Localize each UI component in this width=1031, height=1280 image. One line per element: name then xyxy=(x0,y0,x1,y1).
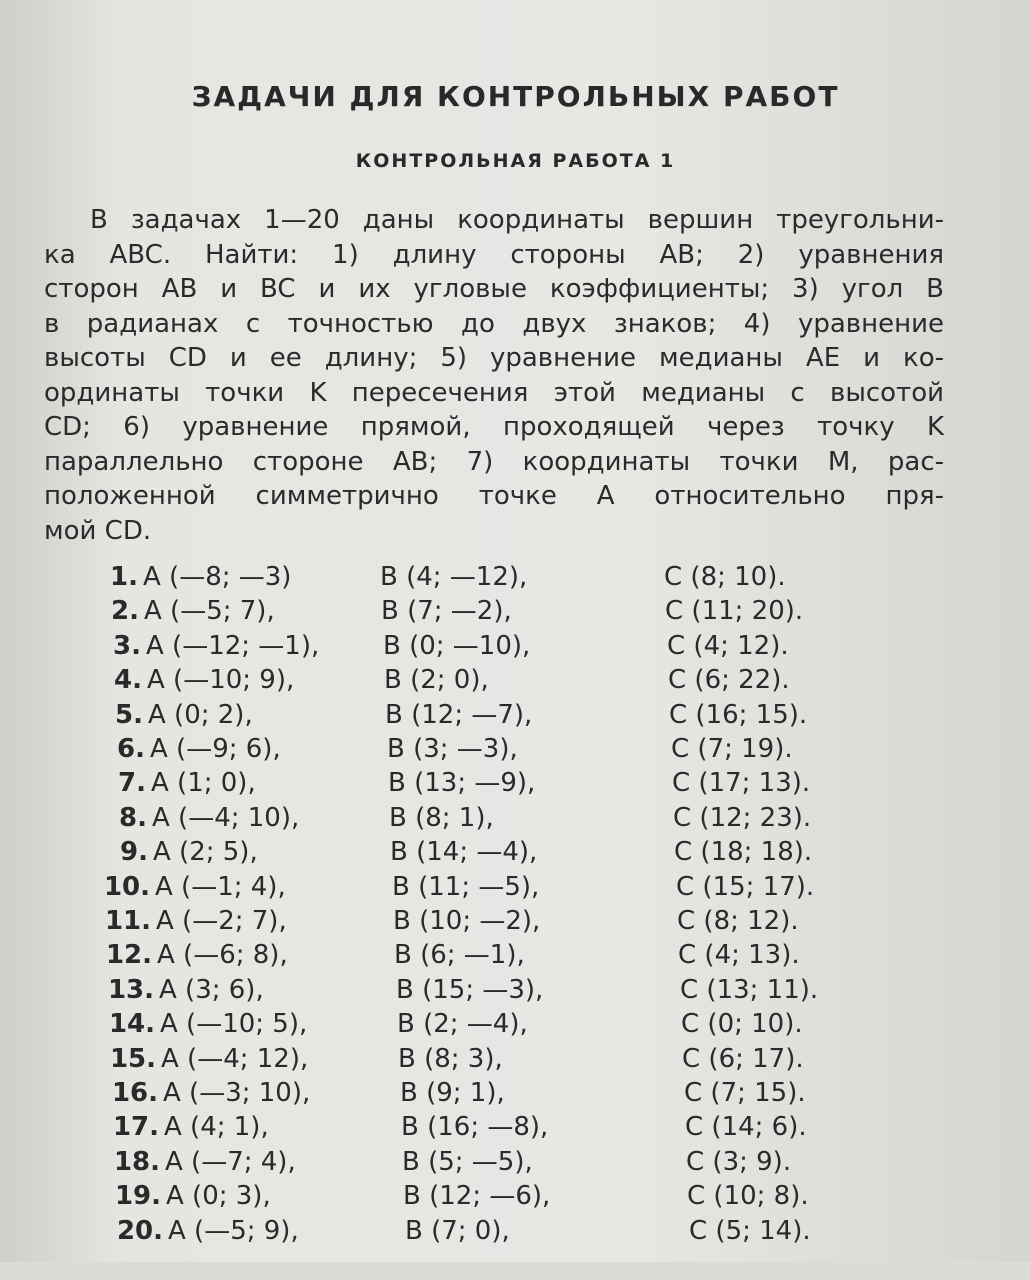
vertex-a: A (—3; 10), xyxy=(163,1078,311,1108)
statement-line: ординаты точки K пересечения этой медианы с высотой xyxy=(44,377,944,408)
vertex-c: C (7; 19). xyxy=(671,734,793,764)
problem-number: 12. xyxy=(105,940,152,971)
vertex-c: C (8; 10). xyxy=(664,562,786,592)
problem-row xyxy=(0,734,1031,768)
statement-line: положенной симметрично точке A относительно пря- xyxy=(44,481,944,511)
problem-row xyxy=(0,1181,1031,1215)
statement-line: мой CD. xyxy=(44,515,152,546)
vertex-c: C (15; 17). xyxy=(676,871,815,902)
vertex-b: B (2; 0), xyxy=(384,665,489,696)
vertex-c: C (12; 23). xyxy=(673,802,812,833)
vertex-c: C (5; 14). xyxy=(689,1215,811,1246)
statement-line: параллельно стороне AB; 7) координаты точки M, рас- xyxy=(44,446,944,477)
vertex-a: A (—12; —1), xyxy=(146,630,320,661)
vertex-b: B (12; —7), xyxy=(385,699,533,730)
vertex-b: B (12; —6), xyxy=(403,1181,551,1212)
vertex-c: C (3; 9). xyxy=(686,1146,792,1177)
problem-row xyxy=(0,1112,1031,1146)
vertex-b: B (3; —3), xyxy=(387,734,518,764)
vertex-c: C (16; 15). xyxy=(669,699,808,730)
statement-line: В задачах 1—20 даны координаты вершин треугольни- xyxy=(90,205,944,235)
vertex-b: B (15; —3), xyxy=(396,974,544,1005)
problem-number: 2. xyxy=(111,596,139,627)
problem-number: 14. xyxy=(108,1009,155,1040)
vertex-b: B (11; —5), xyxy=(392,871,540,902)
vertex-a: A (—10; 9), xyxy=(147,665,295,696)
vertex-c: C (13; 11). xyxy=(680,974,819,1005)
statement-line: высоты CD и ее длину; 5) уравнение медианы AE и ко- xyxy=(44,343,944,373)
vertex-c: C (8; 12). xyxy=(677,906,799,936)
vertex-b: B (8; 1), xyxy=(389,802,494,833)
vertex-a: A (—6; 8), xyxy=(157,940,288,971)
vertex-b: B (16; —8), xyxy=(401,1112,549,1143)
problem-row xyxy=(0,906,1031,940)
problem-row xyxy=(0,1009,1031,1043)
problem-row xyxy=(0,940,1031,974)
problem-row xyxy=(0,700,1031,734)
problem-number: 6. xyxy=(117,734,145,764)
problem-number: 9. xyxy=(120,837,148,868)
vertex-c: C (11; 20). xyxy=(665,596,804,627)
problem-number: 1. xyxy=(110,562,138,592)
vertex-c: C (6; 17). xyxy=(682,1043,804,1074)
vertex-a: A (0; 3), xyxy=(166,1181,271,1212)
problem-row xyxy=(0,872,1031,906)
problem-row xyxy=(0,596,1031,630)
vertex-c: C (7; 15). xyxy=(684,1078,806,1108)
vertex-a: A (2; 5), xyxy=(153,837,258,868)
vertex-b: B (9; 1), xyxy=(400,1078,505,1108)
vertex-b: B (5; —5), xyxy=(402,1146,533,1177)
vertex-b: B (7; 0), xyxy=(405,1215,510,1246)
problem-number: 20. xyxy=(116,1215,163,1246)
problem-number: 5. xyxy=(115,699,143,730)
vertex-c: C (10; 8). xyxy=(687,1181,809,1212)
vertex-a: A (—8; —3) xyxy=(143,562,292,592)
vertex-c: C (0; 10). xyxy=(681,1009,803,1040)
problem-row xyxy=(0,1216,1031,1250)
statement-line: ка ABC. Найти: 1) длину стороны AB; 2) уравнения xyxy=(44,239,944,270)
page-title: ЗАДАЧИ ДЛЯ КОНТРОЛЬНЫХ РАБОТ xyxy=(191,80,840,113)
vertex-a: A (—7; 4), xyxy=(165,1146,296,1177)
problem-number: 17. xyxy=(112,1112,159,1143)
vertex-a: A (—5; 9), xyxy=(168,1215,299,1246)
statement-line: в радианах с точностью до двух знаков; 4) уравнение xyxy=(44,308,944,339)
vertex-a: A (—5; 7), xyxy=(144,596,275,627)
problem-number: 15. xyxy=(109,1043,156,1074)
problem-row xyxy=(0,562,1031,596)
problem-number: 4. xyxy=(114,665,142,696)
vertex-c: C (14; 6). xyxy=(685,1112,807,1143)
vertex-c: C (6; 22). xyxy=(668,665,790,696)
problem-number: 8. xyxy=(119,802,147,833)
vertex-a: A (—2; 7), xyxy=(156,906,287,936)
problem-number: 13. xyxy=(107,974,154,1005)
vertex-b: B (7; —2), xyxy=(381,596,512,627)
vertex-a: A (1; 0), xyxy=(151,768,256,799)
vertex-b: B (4; —12), xyxy=(380,562,528,592)
vertex-c: C (4; 13). xyxy=(678,940,800,971)
vertex-a: A (—9; 6), xyxy=(150,734,281,764)
vertex-b: B (0; —10), xyxy=(383,630,531,661)
problem-row xyxy=(0,1147,1031,1181)
vertex-a: A (—10; 5), xyxy=(160,1009,308,1040)
statement-line: сторон AB и BC и их угловые коэффициенты; 3) угол B xyxy=(44,274,944,304)
vertex-b: B (14; —4), xyxy=(390,837,538,868)
problem-number: 18. xyxy=(113,1146,160,1177)
vertex-a: A (3; 6), xyxy=(159,974,264,1005)
vertex-c: C (4; 12). xyxy=(667,630,789,661)
problem-number: 19. xyxy=(114,1181,161,1212)
problem-row xyxy=(0,837,1031,871)
problem-row xyxy=(0,975,1031,1009)
vertex-b: B (13; —9), xyxy=(388,768,536,799)
problem-statement xyxy=(44,203,944,548)
page-bottom-edge xyxy=(0,1262,1031,1280)
vertex-a: A (—4; 12), xyxy=(161,1043,309,1074)
problem-row xyxy=(0,1078,1031,1112)
vertex-b: B (2; —4), xyxy=(397,1009,528,1040)
problem-number: 7. xyxy=(118,768,146,799)
problem-row xyxy=(0,631,1031,665)
vertex-a: A (—4; 10), xyxy=(152,802,300,833)
vertex-b: B (6; —1), xyxy=(394,940,525,971)
vertex-a: A (0; 2), xyxy=(148,699,253,730)
problem-row xyxy=(0,1044,1031,1078)
problem-number: 16. xyxy=(111,1078,158,1108)
problem-row xyxy=(0,665,1031,699)
problem-number: 3. xyxy=(113,630,141,661)
problem-number: 10. xyxy=(103,871,150,902)
vertex-c: C (17; 13). xyxy=(672,768,811,799)
vertex-a: A (—1; 4), xyxy=(155,871,286,902)
section-title: КОНТРОЛЬНАЯ РАБОТА 1 xyxy=(355,150,676,172)
vertex-c: C (18; 18). xyxy=(674,837,813,868)
vertex-b: B (8; 3), xyxy=(398,1043,503,1074)
problem-row xyxy=(0,803,1031,837)
problem-row xyxy=(0,768,1031,802)
vertex-b: B (10; —2), xyxy=(393,906,541,936)
problem-number: 11. xyxy=(104,906,151,936)
vertex-a: A (4; 1), xyxy=(164,1112,269,1143)
statement-line: CD; 6) уравнение прямой, проходящей через точку K xyxy=(44,412,944,442)
